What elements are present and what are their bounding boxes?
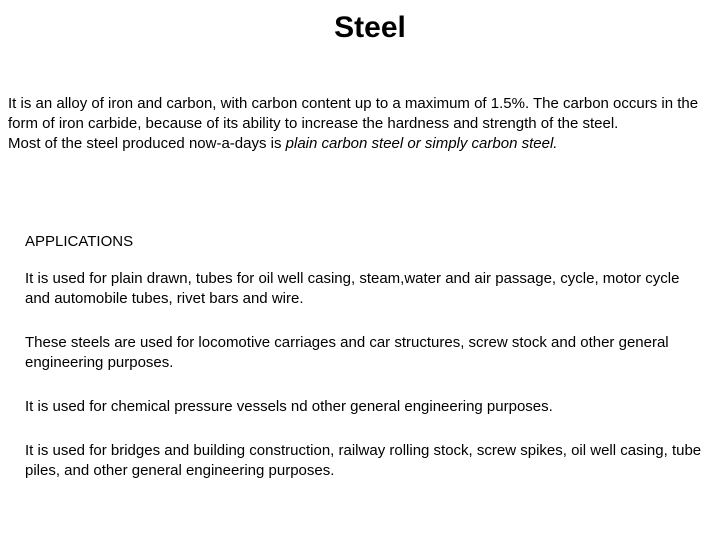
intro-section (8, 94, 716, 154)
definition-paragraph: It is an alloy of iron and carbon, with carbon content up to a maximum of 1.5%. The carbon occurs in the form of iron carbide, because of its ability to increase the hardness and strength of the steel. (8, 95, 699, 132)
application-item: These steels are used for locomotive carriages and car structures, screw stock and other general engineering purposes. (25, 334, 669, 371)
application-item: It is used for bridges and building construction, railway rolling stock, screw spikes, oil well casing, tube piles, and other general engineering purposes. (25, 442, 702, 479)
applications-section (25, 232, 705, 505)
application-item: It is used for chemical pressure vessels nd other general engineering purposes. (25, 398, 553, 415)
applications-heading: APPLICATIONS (25, 233, 134, 250)
application-item: It is used for plain drawn, tubes for oil well casing, steam,water and air passage, cycle, motor cycle and automobile tubes, rivet bars and wire. (25, 270, 680, 307)
production-emphasis: plain carbon steel or simply carbon steel. (285, 135, 558, 152)
production-prefix: Most of the steel produced now-a-days is (8, 135, 286, 152)
page-title: Steel (334, 11, 406, 44)
production-paragraph (8, 134, 716, 154)
